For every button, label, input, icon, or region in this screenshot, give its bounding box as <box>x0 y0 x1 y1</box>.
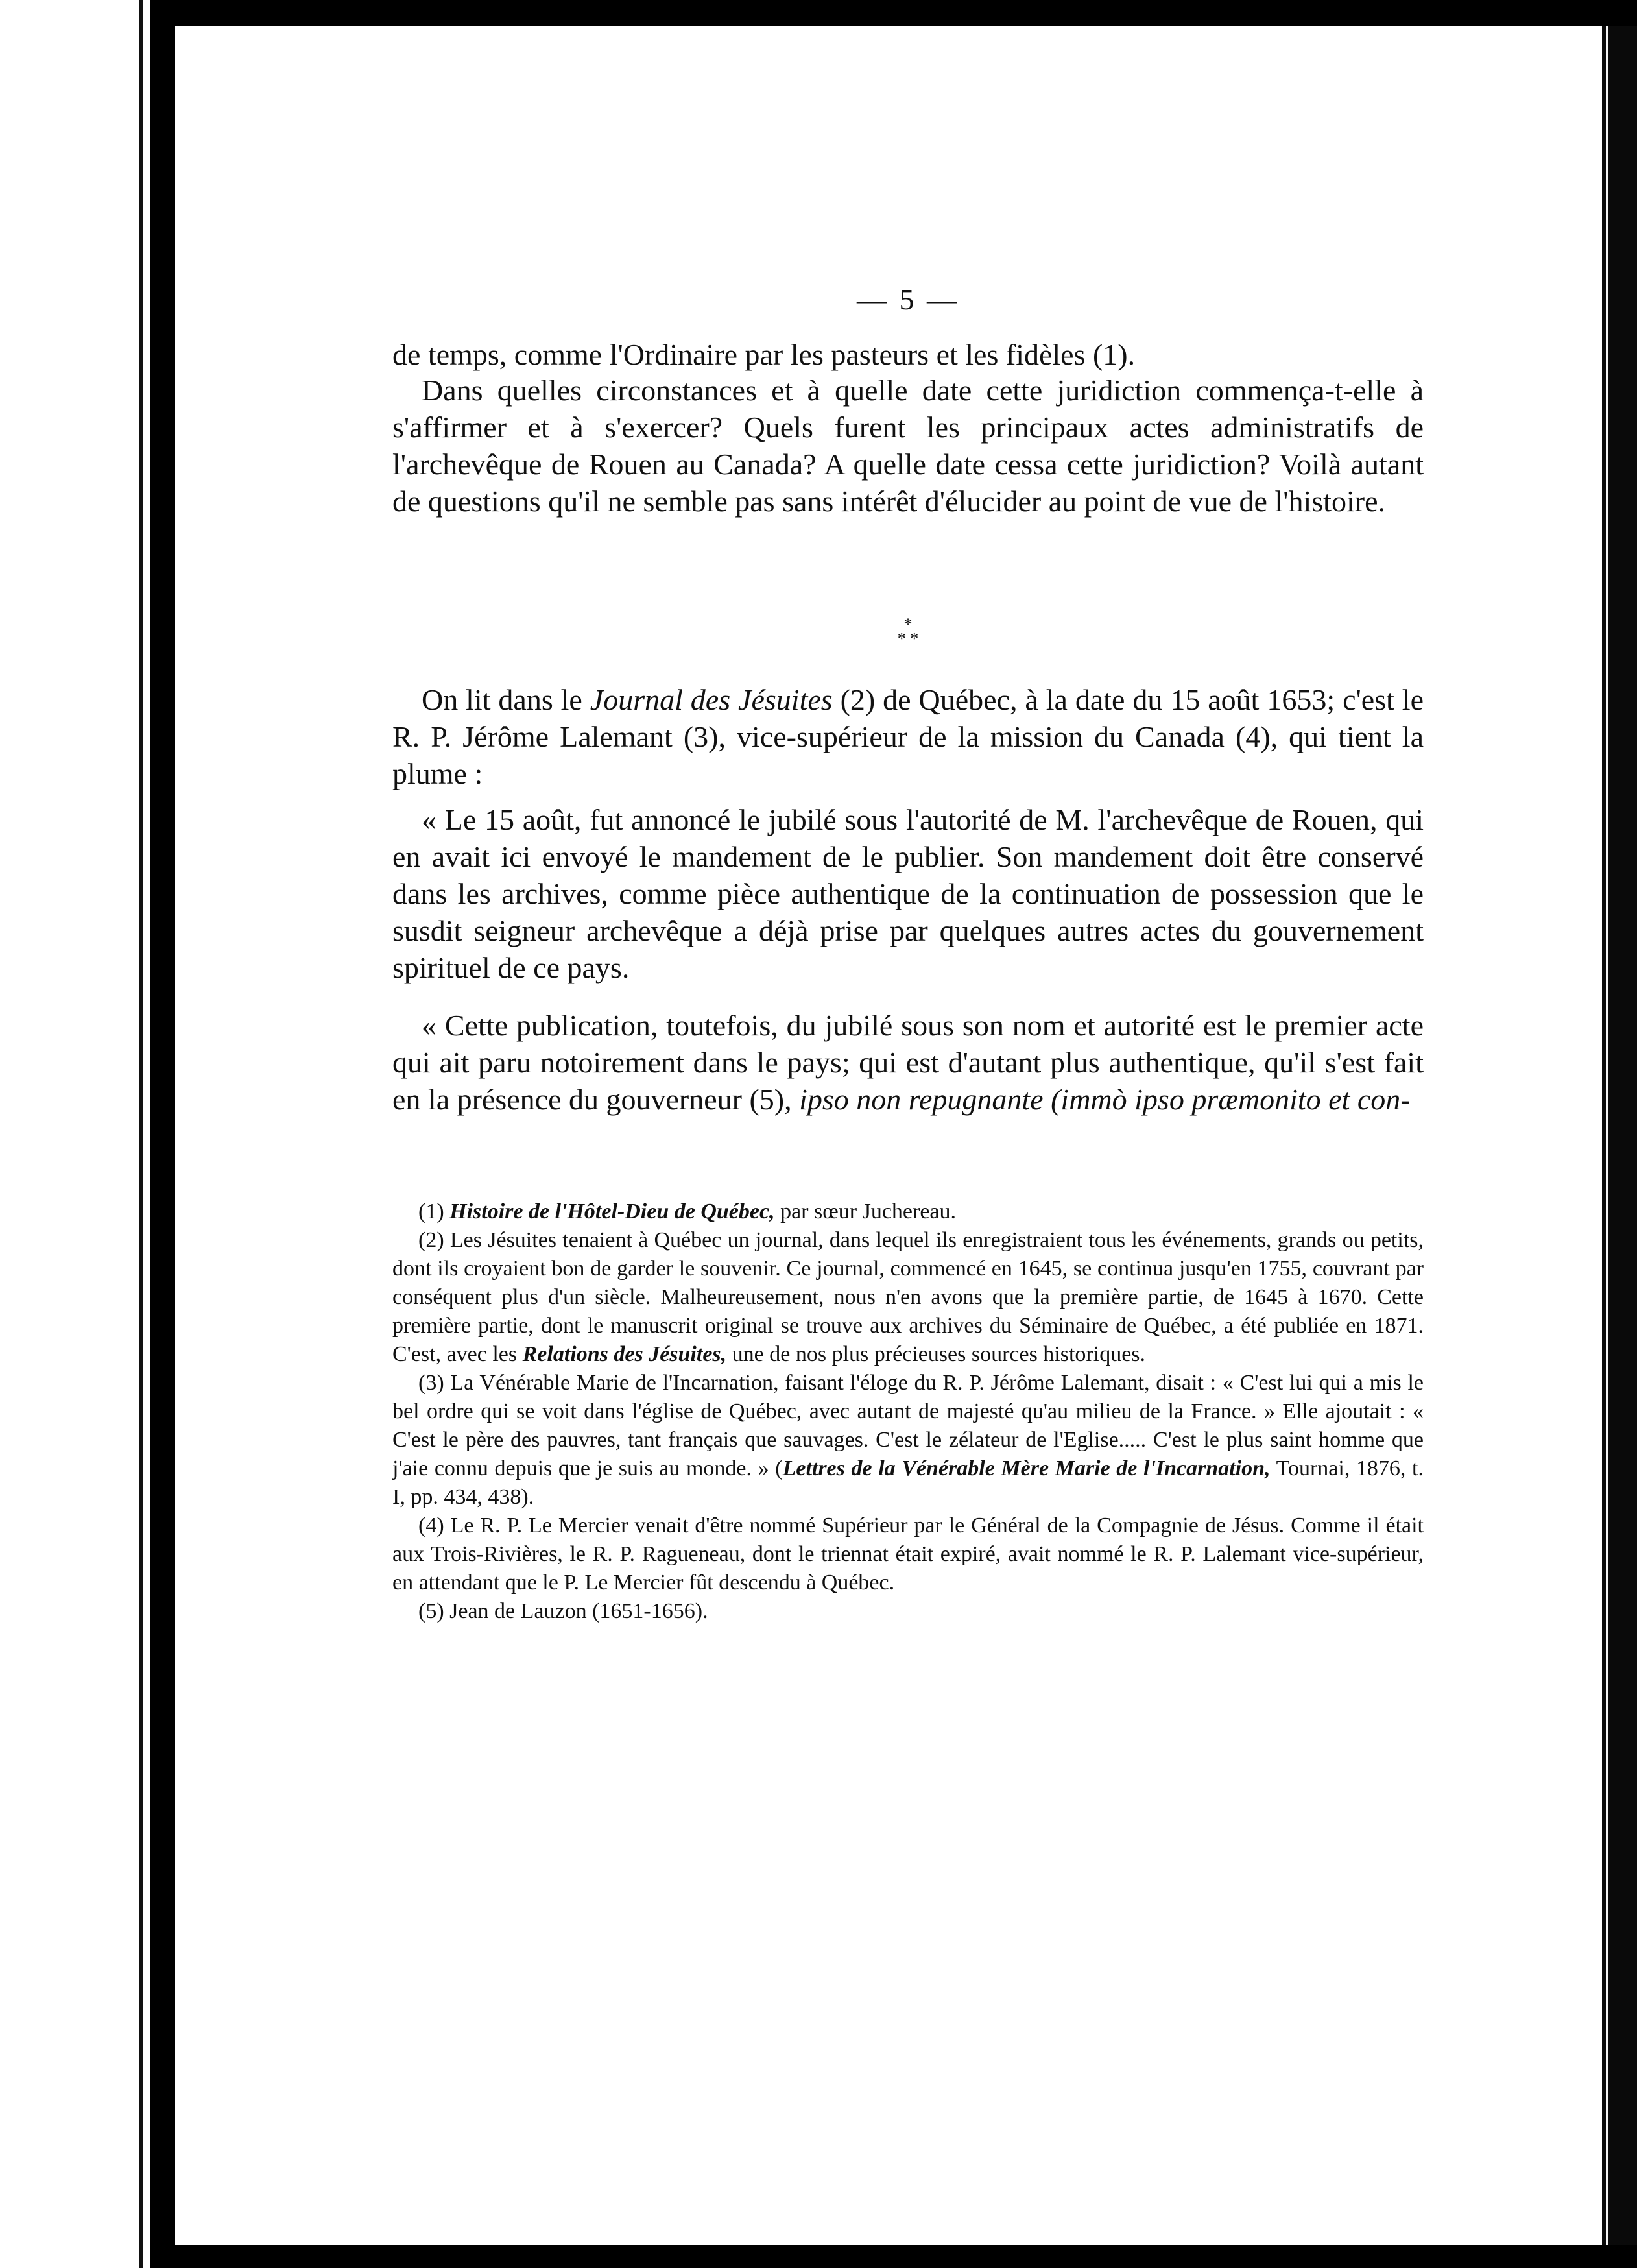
paragraph-continuation: de temps, comme l'Ordinaire par les pasteurs et les fidèles (1). <box>392 338 1136 371</box>
footnote-3-text-b: Tournai, 1876, t. I, pp. 434, 438). <box>392 1456 1424 1509</box>
paragraph-quote-publication <box>392 1007 1424 1118</box>
footnote-4: (4) Le R. P. Le Mercier venait d'être nommé Supérieur par le Général de la Compagnie de Jésus. Comme il était aux Trois-Rivières, le R. P. Ragueneau, dont le triennat était expiré, avait nommé le R. P. Lalemant vice-supérieur, en attendant que le P. Le Mercier fût descendu à Québec. <box>392 1514 1424 1595</box>
scan-right-edge <box>1602 26 1637 2245</box>
asterism-bottom: * * <box>897 629 919 648</box>
paragraph-questions: Dans quelles circonstances et à quelle date cette juridiction commença-t-elle à s'affirmer et à s'exercer? Quels furent les principaux actes administratifs de l'archevêque de Rouen au Canada? A quelle date cessa cette juridiction? Voilà autant de questions qu'il ne semble pas sans intérêt d'élucider au point de vue de l'histoire. <box>392 374 1424 518</box>
scan-left-margin <box>0 0 150 2268</box>
page-number: — 5 — <box>857 283 959 316</box>
paragraph-journal-intro <box>392 681 1424 792</box>
footnote-2-text-b: une de nos plus précieuses sources historiques. <box>726 1342 1146 1366</box>
p5-text-a: « Cette publication, toutefois, du jubilé sous son nom et autorité est le premier acte qui ait paru notoirement dans le pays; qui est d'autant plus authentique, qu'il s'est fait en la présence du gouverneur (5), <box>392 1009 1424 1116</box>
footnote-1-title: Histoire de l'Hôtel-Dieu de Québec, <box>449 1200 775 1224</box>
p3-journal-title: Journal des Jésuites <box>590 683 833 716</box>
p5-latin-phrase: ipso non repugnante (immò ipso præmonito et con- <box>799 1083 1411 1116</box>
footnotes <box>392 1198 1424 1626</box>
document-page <box>175 26 1602 2245</box>
paragraph-quote-jubilee: « Le 15 août, fut annoncé le jubilé sous l'autorité de M. l'archevêque de Rouen, qui en avait ici envoyé le mandement de le publier. Son mandement doit être conservé dans les archives, comme pièce authentique de la continuation de possession que le susdit seigneur archevêque a déjà prise par quelques autres actes du gouvernement spirituel de ce pays. <box>392 803 1424 984</box>
footnote-1 <box>392 1198 1424 1226</box>
footnote-1-number: (1) <box>418 1200 450 1224</box>
section-asterism <box>392 615 1424 648</box>
footnote-3-title: Lettres de la Vénérable Mère Marie de l'Incarnation, <box>782 1456 1271 1480</box>
footnote-2-text-a: (2) Les Jésuites tenaient à Québec un journal, dans lequel ils enregistraient tous les événements, grands ou petits, dont ils croyaient bon de garder le souvenir. Ce journal, commencé en 1645, se continua jusqu'en 1755, couvrant par conséquent plus d'un siècle. Malheureusement, nous n'en avons que la première partie, de 1645 à 1670. Cette première partie, dont le manuscrit original se trouve aux archives du Séminaire de Québec, a été publiée en 1871. C'est, avec les <box>392 1228 1424 1366</box>
footnote-1-text: par sœur Juchereau. <box>774 1200 956 1224</box>
scan-edge-rule <box>139 0 143 2268</box>
scan-right-edge-line <box>1606 26 1608 2245</box>
asterism-top: * <box>903 615 913 634</box>
p3-text-a: On lit dans le <box>422 683 590 716</box>
p3-text-b: (2) de Québec, à la date du 15 août 1653; c'est le R. P. Jérôme Lalemant (3), vice-supérieur de la mission du Canada (4), qui tient la plume : <box>392 683 1424 790</box>
footnote-3 <box>392 1369 1424 1512</box>
footnote-2 <box>392 1226 1424 1369</box>
footnote-5: (5) Jean de Lauzon (1651-1656). <box>418 1599 708 1623</box>
footnote-3-text-a: (3) La Vénérable Marie de l'Incarnation, faisant l'éloge du R. P. Jérôme Lalemant, disait : « C'est lui qui a mis le bel ordre qui se voit dans l'église de Québec, avec autant de majesté qu'au milieu de la France. » Elle ajoutait : « C'est le père des pauvres, tant français que sauvages. C'est le zélateur de l'Eglise..... C'est le plus saint homme que j'aie connu depuis que je suis au monde. » ( <box>392 1371 1424 1480</box>
footnote-2-title: Relations des Jésuites, <box>522 1342 727 1366</box>
